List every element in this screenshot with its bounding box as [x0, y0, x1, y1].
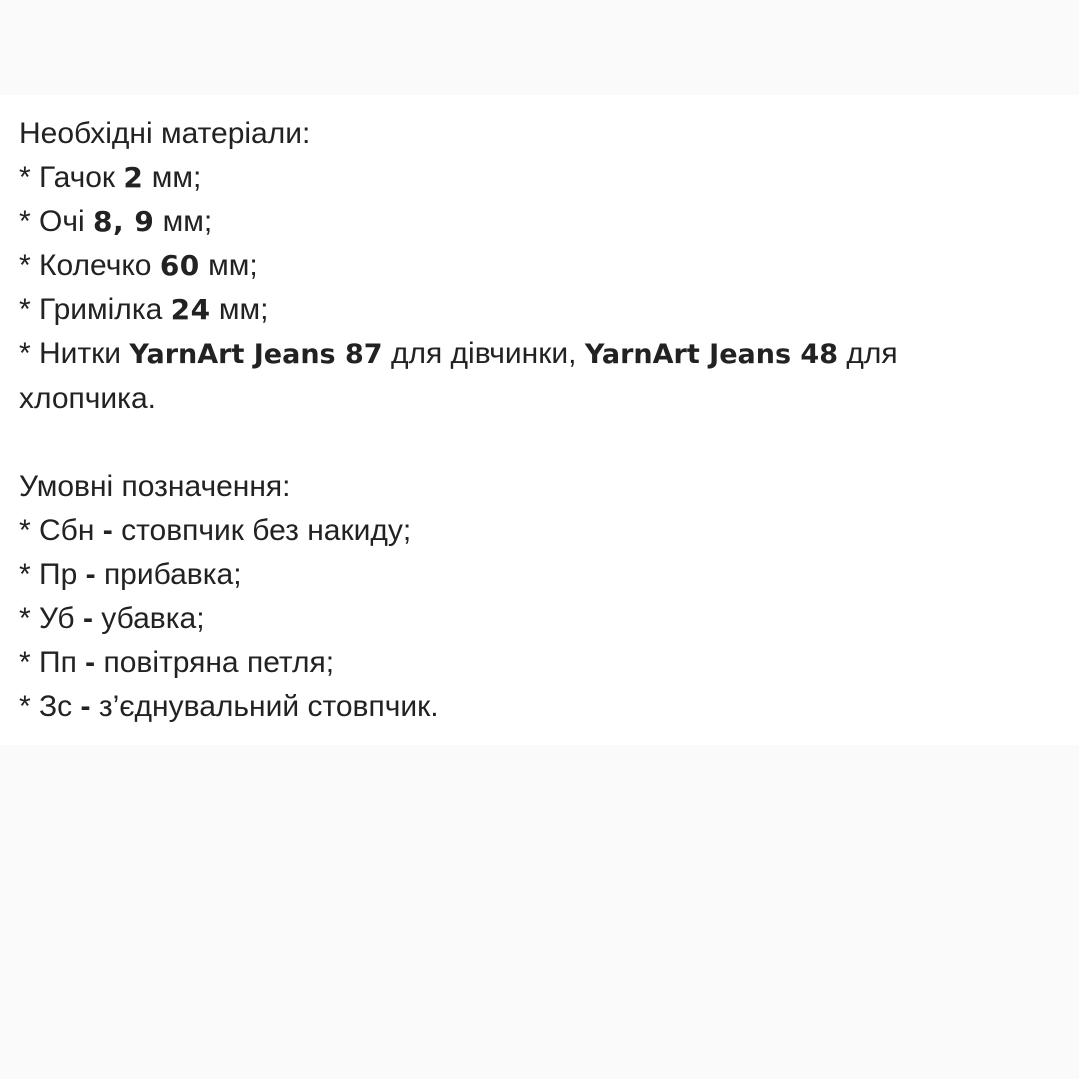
top-band: [0, 0, 1079, 95]
legend-abbr: Зс: [39, 690, 73, 723]
bottom-band: [0, 745, 1079, 1079]
legend-abbr: Пр: [39, 558, 78, 591]
material-size: 60: [159, 249, 200, 282]
legend-heading: Умовні позначення:: [19, 470, 291, 503]
bullet: *: [19, 558, 40, 591]
materials-text: [19, 112, 1059, 729]
material-label: Очі: [39, 205, 93, 238]
material-size: 24: [170, 293, 211, 326]
material-unit: мм;: [143, 161, 202, 194]
legend-desc: стовпчик без накиду;: [121, 514, 412, 547]
material-label: Нитки: [39, 337, 130, 370]
material-rattle: [19, 288, 1059, 332]
bullet: *: [19, 646, 40, 679]
yarn-girl-text: для дівчинки,: [382, 337, 585, 370]
legend-item: [19, 509, 1059, 553]
material-unit: мм;: [210, 293, 269, 326]
material-unit: мм;: [154, 205, 213, 238]
legend-dash: -: [76, 646, 104, 679]
legend-desc: повітряна петля;: [103, 646, 335, 679]
bullet: *: [19, 602, 40, 635]
spacer: [19, 421, 1059, 465]
legend-desc: з’єднувальний стовпчик.: [98, 690, 439, 723]
legend-dash: -: [72, 690, 99, 723]
material-size: 8, 9: [92, 205, 155, 238]
legend-desc: убавка;: [101, 602, 205, 635]
legend-abbr: Сбн: [39, 514, 95, 547]
legend-dash: -: [74, 602, 102, 635]
legend-item: [19, 597, 1059, 641]
bullet: *: [19, 205, 40, 238]
bullet: *: [19, 514, 40, 547]
material-ring: [19, 244, 1059, 288]
legend-desc: прибавка;: [103, 558, 242, 591]
legend-item: [19, 641, 1059, 685]
material-eyes: [19, 200, 1059, 244]
bullet: *: [19, 249, 40, 282]
legend-abbr: Уб: [39, 602, 75, 635]
legend-abbr: Пп: [39, 646, 77, 679]
material-unit: мм;: [199, 249, 258, 282]
bullet: *: [19, 690, 40, 723]
legend-item: [19, 553, 1059, 597]
yarn-brand-boy: YarnArt Jeans 48: [584, 339, 839, 370]
material-yarn: [19, 332, 1059, 377]
yarn-brand-girl: YarnArt Jeans 87: [129, 339, 383, 370]
legend-dash: -: [77, 558, 104, 591]
materials-heading: Необхідні матеріали:: [19, 117, 311, 150]
material-label: Гачок: [39, 161, 124, 194]
material-yarn-continuation: хлопчика.: [19, 382, 156, 415]
material-hook: [19, 156, 1059, 200]
yarn-boy-text: для: [838, 337, 898, 370]
material-label: Колечко: [39, 249, 160, 282]
legend-item: [19, 685, 1059, 729]
bullet: *: [19, 293, 40, 326]
bullet: *: [19, 337, 40, 370]
material-size: 2: [123, 161, 144, 194]
material-label: Гримілка: [39, 293, 171, 326]
legend-dash: -: [94, 514, 122, 547]
bullet: *: [19, 161, 40, 194]
